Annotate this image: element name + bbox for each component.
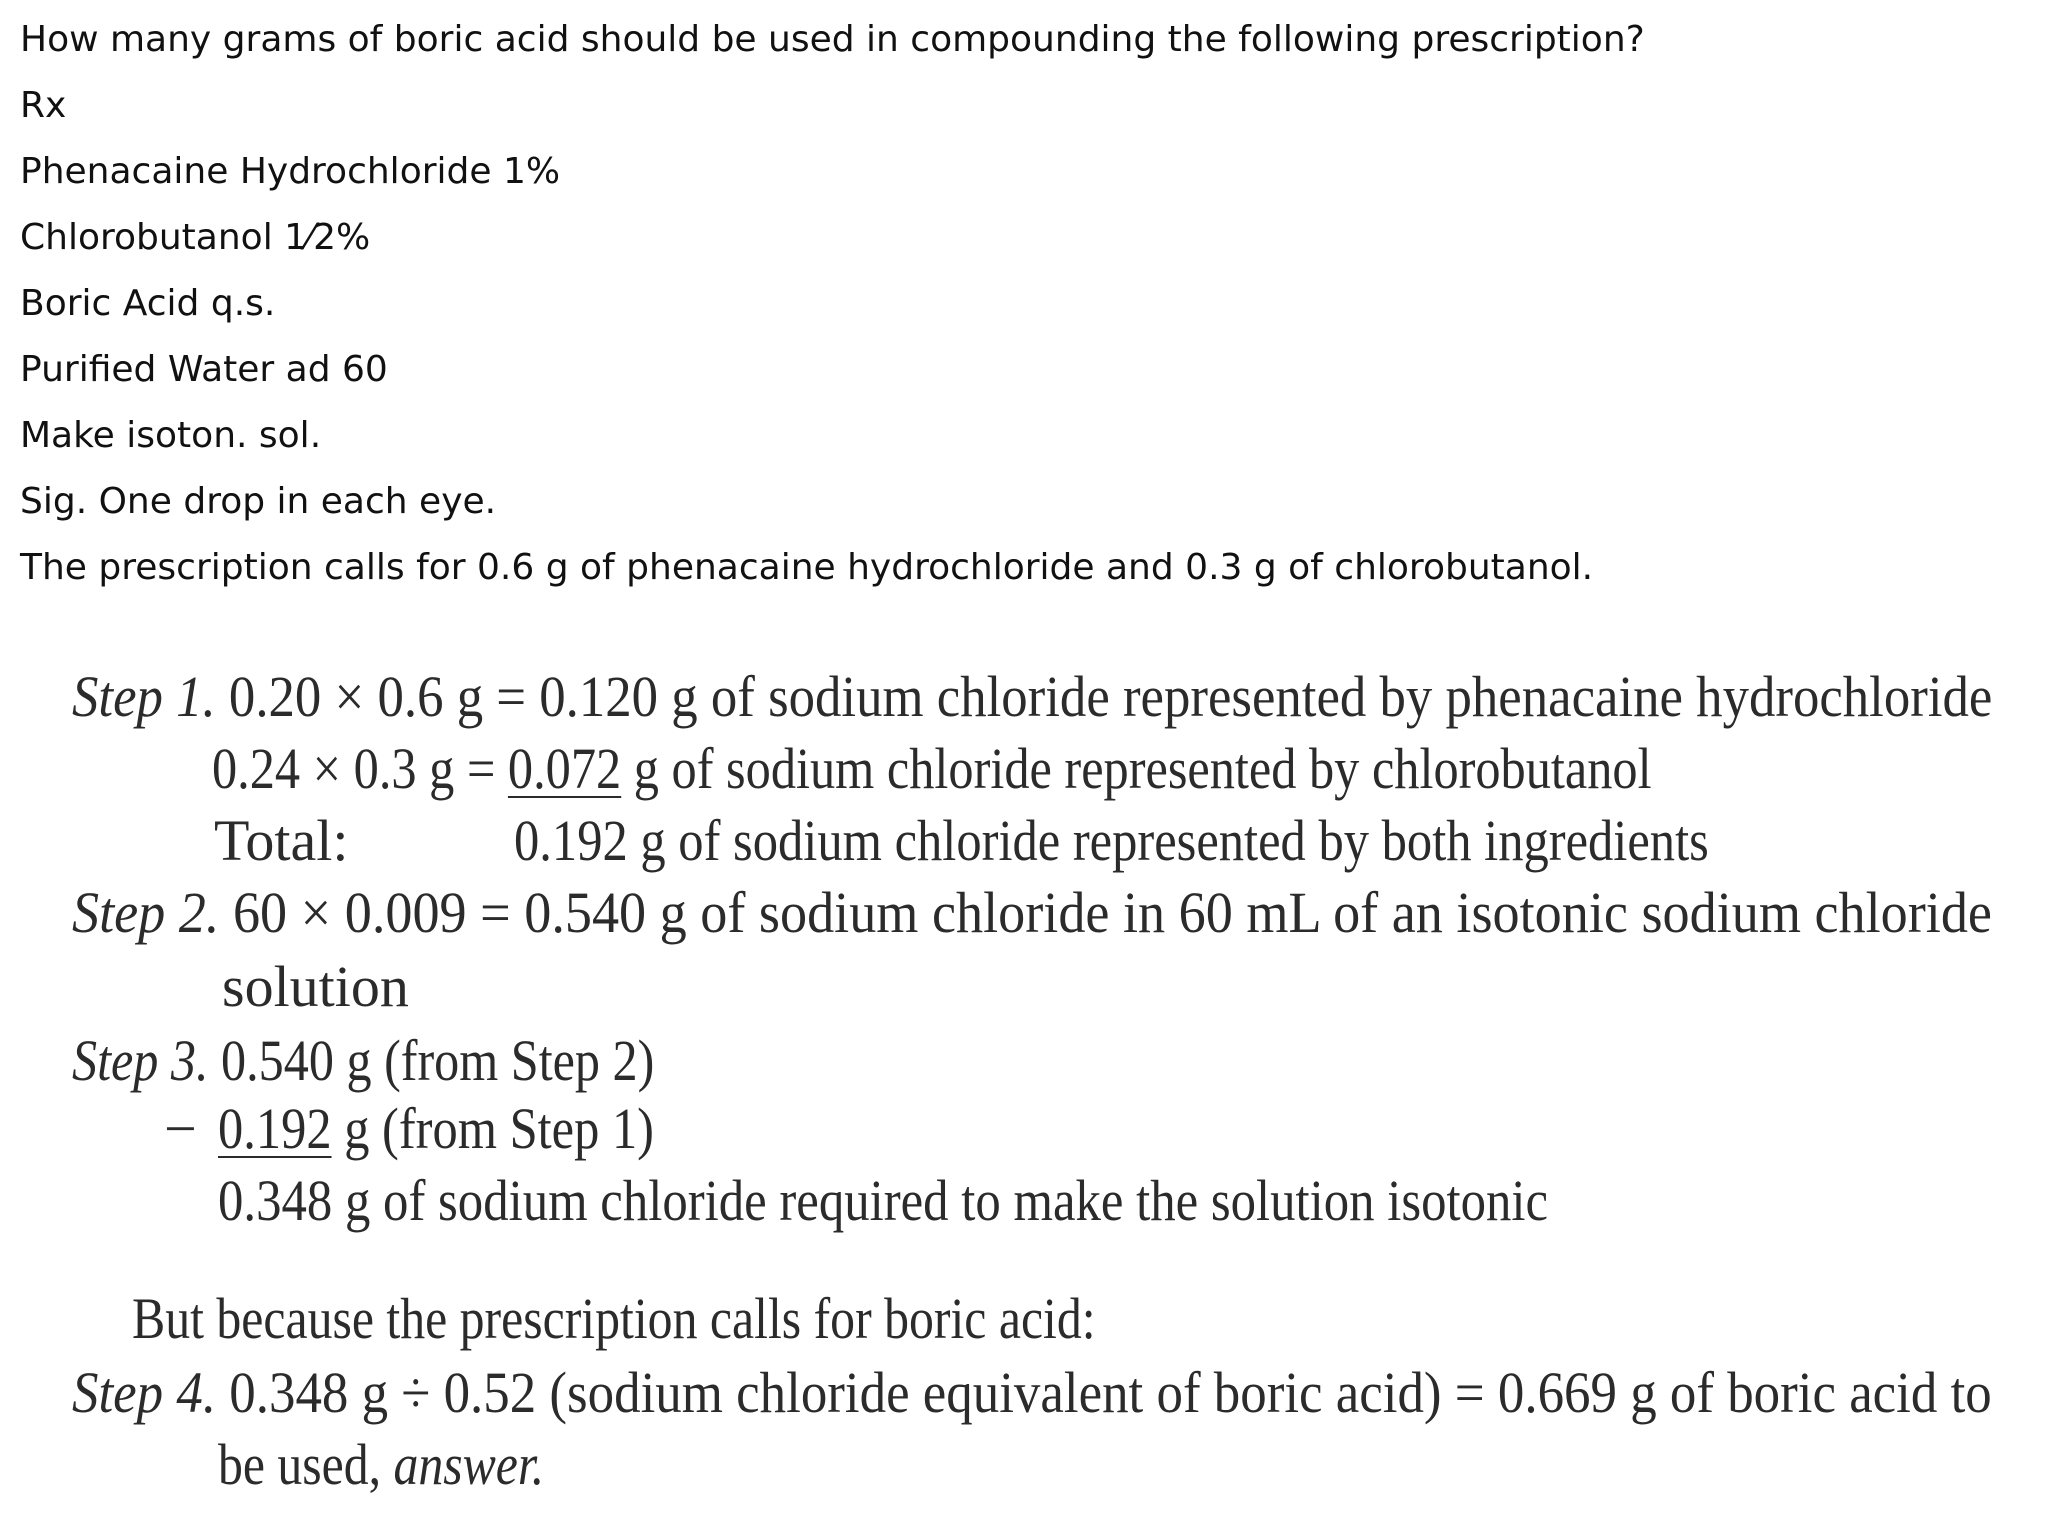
step3-subtrahend-value: 0.192 xyxy=(218,1096,332,1161)
step2-line1 xyxy=(72,880,1992,945)
step4-line2 xyxy=(218,1432,545,1497)
step3-from-step2: 0.540 g (from Step 2) xyxy=(221,1028,655,1093)
step1-chlorobutanol-value: 0.072 xyxy=(507,736,622,801)
step3-line2 xyxy=(218,1096,654,1161)
step1-calc-phenacaine: 0.20 × 0.6 g = 0.120 g of sodium chloride represented by phenacaine hydrochloride xyxy=(228,664,1993,729)
step2-label: Step 2. xyxy=(72,880,220,945)
ingredient-chlorobutanol: Chlorobutanol 1⁄2% xyxy=(20,217,371,258)
step1-calc-chlorobutanol-expr: 0.24 × 0.3 g = xyxy=(212,736,508,801)
step3-result: 0.348 g of sodium chloride required to make the solution isotonic xyxy=(218,1168,1549,1233)
step4-label: Step 4. xyxy=(72,1360,217,1425)
ingredient-boric-acid: Boric Acid q.s. xyxy=(20,283,276,324)
step2-calc: 60 × 0.009 = 0.540 g of sodium chloride in 60 mL of an isotonic sodium chloride xyxy=(232,880,1992,945)
rx-label: Rx xyxy=(20,85,67,126)
step1-chlorobutanol-rest: g of sodium chloride represented by chlorobutanol xyxy=(621,736,1652,801)
step3-label: Step 3. xyxy=(72,1028,209,1093)
instruction-sig: Sig. One drop in each eye. xyxy=(20,481,497,522)
step3-minus-sign: − xyxy=(164,1096,197,1161)
boric-acid-intro: But because the prescription calls for boric acid: xyxy=(132,1286,1096,1351)
step3-from-step1: g (from Step 1) xyxy=(331,1096,654,1161)
step4-answer: answer. xyxy=(393,1432,545,1497)
step2-line2: solution xyxy=(222,954,409,1019)
step1-total-label: Total: xyxy=(214,808,349,873)
prescription-note: The prescription calls for 0.6 g of phenacaine hydrochloride and 0.3 g of chlorobutanol. xyxy=(20,547,1594,588)
step1-total-text: 0.192 g of sodium chloride represented by both ingredients xyxy=(514,808,1709,873)
step4-calc: 0.348 g ÷ 0.52 (sodium chloride equivalent of boric acid) = 0.669 g of boric acid to xyxy=(229,1360,1992,1425)
step3-line1 xyxy=(72,1028,655,1093)
step1-line2 xyxy=(212,736,1652,801)
ingredient-purified-water: Purified Water ad 60 xyxy=(20,349,388,390)
step4-line1 xyxy=(72,1360,1992,1425)
instruction-isotonic: Make isoton. sol. xyxy=(20,415,322,456)
ingredient-phenacaine: Phenacaine Hydrochloride 1% xyxy=(20,151,561,192)
step4-be-used: be used, xyxy=(218,1432,394,1497)
step1-line1 xyxy=(72,664,1993,729)
step1-label: Step 1. xyxy=(72,664,216,729)
question-title: How many grams of boric acid should be used in compounding the following prescription? xyxy=(20,19,1645,60)
